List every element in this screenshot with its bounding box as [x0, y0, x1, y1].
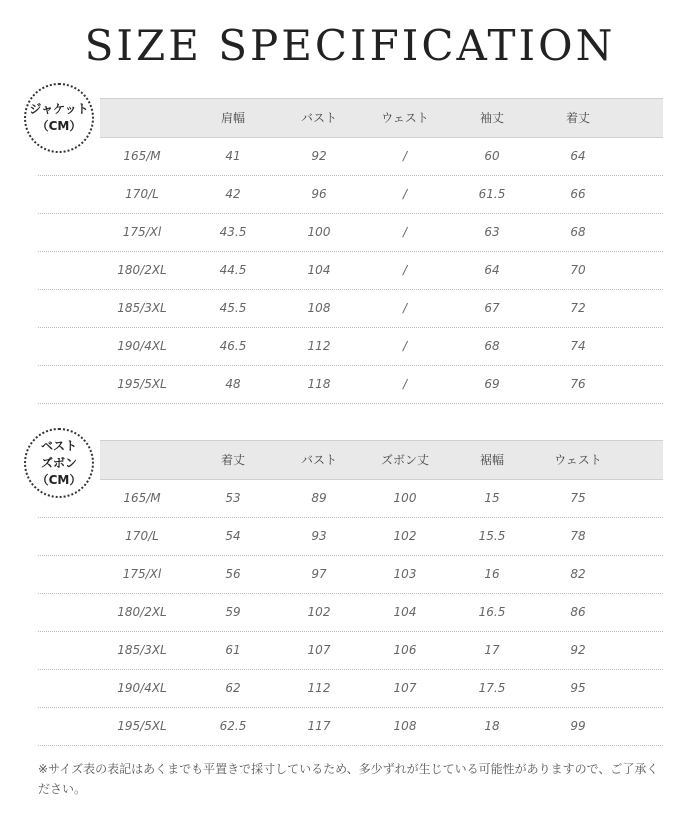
size-label-cell: 180/2XL — [117, 605, 167, 619]
table-cell: 62.5 — [219, 719, 247, 733]
table-cell: 43.5 — [219, 225, 247, 239]
table-cell: / — [402, 225, 408, 239]
table-cell: 75 — [570, 491, 586, 505]
header-cell: バスト — [300, 111, 337, 125]
table-cell: 89 — [311, 491, 327, 505]
table-cell: 107 — [393, 681, 417, 695]
size-label-cell: 175/Xl — [122, 225, 162, 239]
table-header — [100, 440, 663, 480]
table-row — [38, 214, 663, 252]
header-cell: 着丈 — [220, 453, 245, 467]
table-cell: 70 — [570, 263, 586, 277]
table-cell: 93 — [311, 529, 327, 543]
table-cell: 62 — [225, 681, 241, 695]
size-label-cell: 165/M — [123, 149, 161, 163]
table-cell: 61 — [225, 643, 241, 657]
table-cell: 69 — [484, 377, 500, 391]
table-cell: 61.5 — [478, 187, 506, 201]
table-cell: 17.5 — [478, 681, 506, 695]
table-cell: 108 — [307, 301, 331, 315]
table-cell: / — [402, 263, 408, 277]
header-cell: バスト — [300, 453, 337, 467]
table-cell: 63 — [484, 225, 500, 239]
table-cell: 17 — [484, 643, 500, 657]
table-row — [38, 556, 663, 594]
table-cell: 16.5 — [478, 605, 506, 619]
table-cell: 103 — [393, 567, 417, 581]
table-cell: 95 — [570, 681, 586, 695]
size-label-cell: 185/3XL — [117, 643, 167, 657]
table-cell: 41 — [225, 149, 241, 163]
badge-label: ジャケット — [29, 102, 89, 116]
table-cell: 112 — [307, 339, 331, 353]
jacket-size-table — [38, 98, 663, 404]
table-cell: 102 — [307, 605, 331, 619]
table-cell: 59 — [225, 605, 241, 619]
size-label-cell: 185/3XL — [117, 301, 167, 315]
table-cell: 100 — [393, 491, 417, 505]
header-cell: 着丈 — [565, 111, 590, 125]
size-label-cell: 170/L — [125, 187, 159, 201]
table-cell: / — [402, 187, 408, 201]
table-cell: 66 — [570, 187, 586, 201]
size-label-cell: 165/M — [123, 491, 161, 505]
header-cell: ズボン丈 — [380, 453, 429, 467]
table-cell: 99 — [570, 719, 586, 733]
table-row — [38, 290, 663, 328]
table-cell: 56 — [225, 567, 241, 581]
badge-unit: （CM） — [36, 472, 82, 487]
table-cell: 44.5 — [219, 263, 247, 277]
table-cell: 64 — [570, 149, 586, 163]
table-cell: 112 — [307, 681, 331, 695]
table-cell: 60 — [484, 149, 500, 163]
table-cell: 102 — [393, 529, 417, 543]
badge-label: ベスト — [40, 438, 77, 453]
table-cell: / — [402, 301, 408, 315]
table-cell: 96 — [311, 187, 327, 201]
table-cell: 64 — [484, 263, 500, 277]
table-cell: 104 — [307, 263, 331, 277]
table-cell: / — [402, 339, 408, 353]
table-header — [100, 98, 663, 138]
vest-pants-cm-badge — [24, 428, 94, 498]
table-cell: 104 — [393, 605, 417, 619]
table-cell: 100 — [307, 225, 331, 239]
table-row — [38, 632, 663, 670]
page-title: SIZE SPECIFICATION — [84, 21, 616, 70]
table-cell: 108 — [393, 719, 417, 733]
table-cell: 117 — [307, 719, 331, 733]
table-cell: 68 — [570, 225, 586, 239]
table-cell: 82 — [570, 567, 586, 581]
size-label-cell: 180/2XL — [117, 263, 167, 277]
table-row — [38, 252, 663, 290]
size-label-cell: 170/L — [125, 529, 159, 543]
table-cell: 15 — [484, 491, 500, 505]
table-cell: / — [402, 149, 408, 163]
size-label-cell: 190/4XL — [117, 339, 167, 353]
size-label-cell: 190/4XL — [117, 681, 167, 695]
table-cell: 68 — [484, 339, 500, 353]
table-cell: 67 — [484, 301, 500, 315]
table-cell: 86 — [570, 605, 586, 619]
table-row — [38, 670, 663, 708]
table-row — [38, 328, 663, 366]
table-cell: 48 — [225, 377, 241, 391]
table-cell: 78 — [570, 529, 586, 543]
sizing-note: ※サイズ表の表記はあくまでも平置きで採寸しているため、多少ずれが生じている可能性がありますので、ご了承ください。 — [38, 762, 659, 796]
size-label-cell: 195/5XL — [117, 377, 167, 391]
table-row — [38, 518, 663, 556]
header-cell: ウェスト — [381, 111, 429, 125]
table-cell: 97 — [311, 567, 327, 581]
table-cell: 76 — [570, 377, 586, 391]
table-cell: 16 — [484, 567, 500, 581]
size-label-cell: 175/Xl — [122, 567, 162, 581]
badge-unit: （CM） — [36, 119, 82, 133]
jacket-cm-badge — [24, 83, 94, 153]
header-cell: 袖丈 — [479, 111, 504, 125]
table-row — [38, 138, 663, 176]
table-cell: 45.5 — [219, 301, 247, 315]
header-cell: 肩幅 — [220, 111, 245, 125]
table-row — [38, 480, 663, 518]
table-row — [38, 594, 663, 632]
table-cell: 46.5 — [219, 339, 247, 353]
table-row — [38, 708, 663, 746]
table-cell: 92 — [570, 643, 586, 657]
table-cell: / — [402, 377, 408, 391]
badge-label: ズボン — [40, 455, 77, 470]
size-label-cell: 195/5XL — [117, 719, 167, 733]
header-cell: 裾幅 — [479, 453, 504, 467]
table-cell: 72 — [570, 301, 586, 315]
table-cell: 92 — [311, 149, 327, 163]
table-cell: 54 — [225, 529, 241, 543]
table-row — [38, 366, 663, 404]
table-cell: 74 — [570, 339, 586, 353]
table-cell: 53 — [225, 491, 241, 505]
vest-pants-size-table — [38, 440, 663, 746]
table-cell: 18 — [484, 719, 500, 733]
header-cell: ウェスト — [554, 453, 602, 467]
table-cell: 107 — [307, 643, 331, 657]
table-cell: 15.5 — [478, 529, 506, 543]
table-cell: 42 — [225, 187, 241, 201]
table-cell: 106 — [393, 643, 417, 657]
table-row — [38, 176, 663, 214]
table-cell: 118 — [307, 377, 331, 391]
